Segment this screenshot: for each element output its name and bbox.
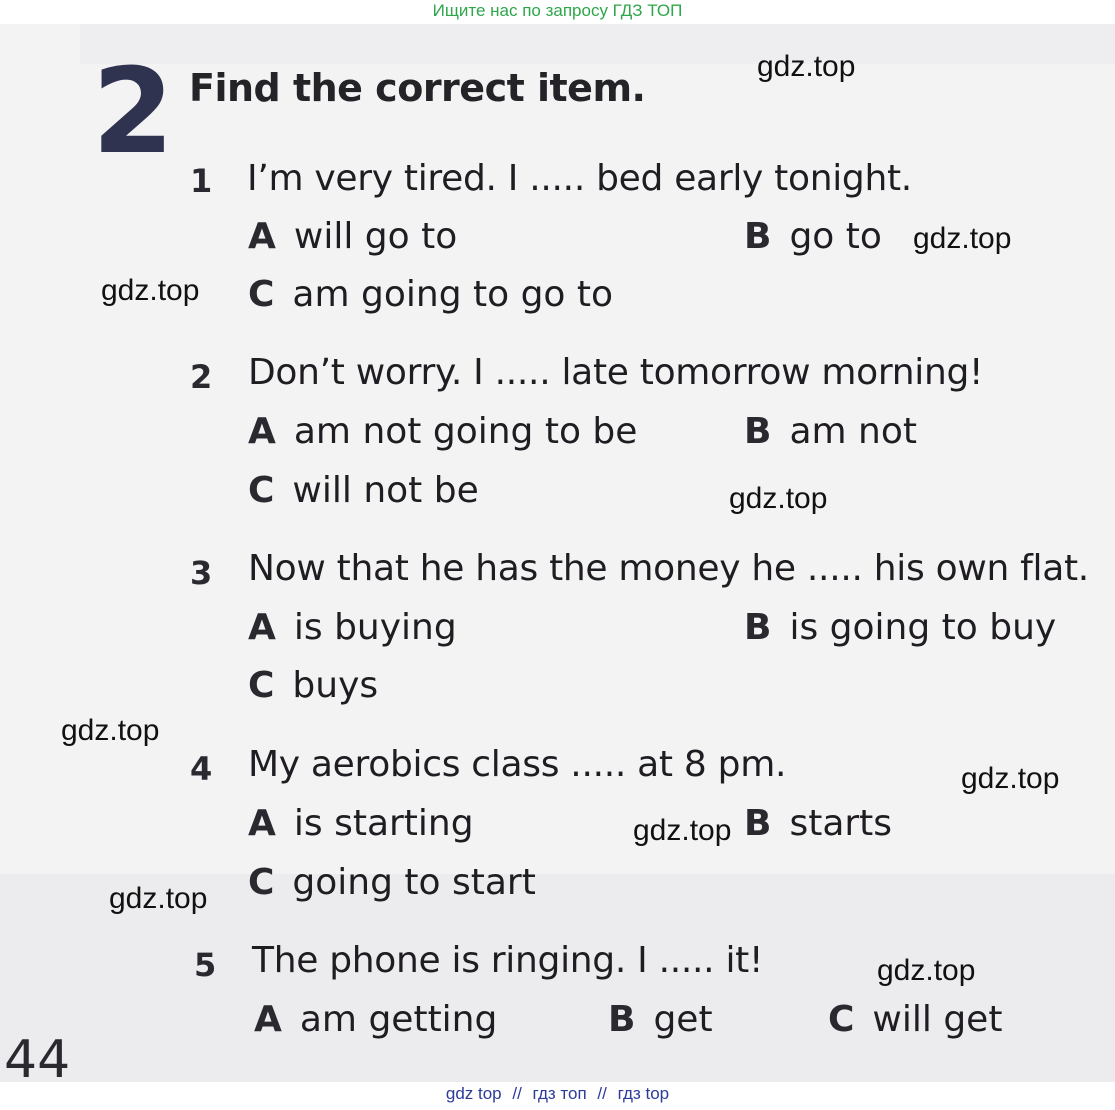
option-4b[interactable] — [744, 803, 892, 844]
watermark: gdz.top — [877, 954, 976, 987]
option-letter: B — [744, 411, 772, 452]
option-text: will go to — [293, 216, 458, 257]
option-text: am not going to be — [293, 411, 638, 452]
watermark: gdz.top — [109, 882, 208, 915]
option-letter: C — [248, 470, 275, 511]
option-2c[interactable] — [248, 470, 479, 511]
separator: // — [597, 1084, 607, 1103]
watermark: gdz.top — [729, 482, 828, 515]
option-text: will get — [872, 999, 1003, 1040]
option-letter: C — [248, 665, 275, 706]
question-number: 2 — [190, 358, 213, 396]
watermark: gdz.top — [961, 762, 1060, 795]
bottom-banner — [0, 1084, 1115, 1104]
option-letter: C — [828, 999, 855, 1040]
top-banner-link[interactable]: Ищите нас по запросу ГДЗ ТОП — [432, 1, 683, 20]
option-letter: C — [248, 274, 275, 315]
option-text: going to start — [292, 862, 536, 903]
question-number: 1 — [190, 162, 213, 200]
watermark: gdz.top — [757, 50, 856, 83]
separator: // — [512, 1084, 522, 1103]
option-letter: A — [248, 216, 276, 257]
option-2b[interactable] — [744, 411, 917, 452]
question-number: 4 — [190, 750, 213, 788]
option-1a[interactable] — [248, 216, 457, 257]
option-4c[interactable] — [248, 862, 536, 903]
page-number: 44 — [4, 1030, 71, 1082]
bottom-link[interactable]: гдз top — [617, 1084, 670, 1103]
option-5a[interactable] — [254, 999, 497, 1040]
option-text: starts — [789, 803, 893, 844]
option-5b[interactable] — [608, 999, 713, 1040]
option-text: am going to go to — [292, 274, 614, 315]
bottom-link[interactable]: гдз топ — [532, 1084, 587, 1103]
watermark: gdz.top — [101, 274, 200, 307]
option-1b[interactable] — [744, 216, 882, 257]
question-text: I’m very tired. I ..... bed early tonight. — [247, 158, 912, 199]
option-text: is starting — [293, 803, 474, 844]
question-text: The phone is ringing. I ..... it! — [252, 940, 764, 981]
option-text: get — [653, 999, 713, 1040]
option-letter: A — [248, 803, 276, 844]
option-4a[interactable] — [248, 803, 474, 844]
page-shade — [80, 24, 1115, 64]
exercise-number: 2 — [92, 42, 175, 180]
option-text: is buying — [293, 607, 457, 648]
option-letter: B — [608, 999, 636, 1040]
question-text: My aerobics class ..... at 8 pm. — [248, 744, 787, 785]
option-text: will not be — [292, 470, 479, 511]
option-2a[interactable] — [248, 411, 637, 452]
bottom-link[interactable]: gdz top — [445, 1084, 502, 1103]
option-5c[interactable] — [828, 999, 1002, 1040]
option-text: is going to buy — [789, 607, 1057, 648]
option-letter: B — [744, 803, 772, 844]
option-letter: A — [254, 999, 282, 1040]
option-text: am getting — [299, 999, 498, 1040]
option-letter: B — [744, 216, 772, 257]
option-1c[interactable] — [248, 274, 613, 315]
option-letter: B — [744, 607, 772, 648]
question-number: 5 — [194, 946, 217, 984]
option-text: go to — [789, 216, 882, 257]
exercise-title: Find the correct item. — [189, 66, 646, 110]
watermark: gdz.top — [61, 714, 160, 747]
watermark: gdz.top — [913, 222, 1012, 255]
question-number: 3 — [190, 554, 213, 592]
option-3b[interactable] — [744, 607, 1056, 648]
option-text: am not — [789, 411, 917, 452]
question-text: Don’t worry. I ..... late tomorrow morning! — [248, 352, 984, 393]
option-text: buys — [292, 665, 379, 706]
watermark: gdz.top — [633, 814, 732, 847]
option-3c[interactable] — [248, 665, 378, 706]
option-3a[interactable] — [248, 607, 457, 648]
question-text: Now that he has the money he ..... his own flat. — [248, 548, 1089, 589]
option-letter: A — [248, 607, 276, 648]
textbook-page — [0, 24, 1115, 1082]
option-letter: A — [248, 411, 276, 452]
option-letter: C — [248, 862, 275, 903]
